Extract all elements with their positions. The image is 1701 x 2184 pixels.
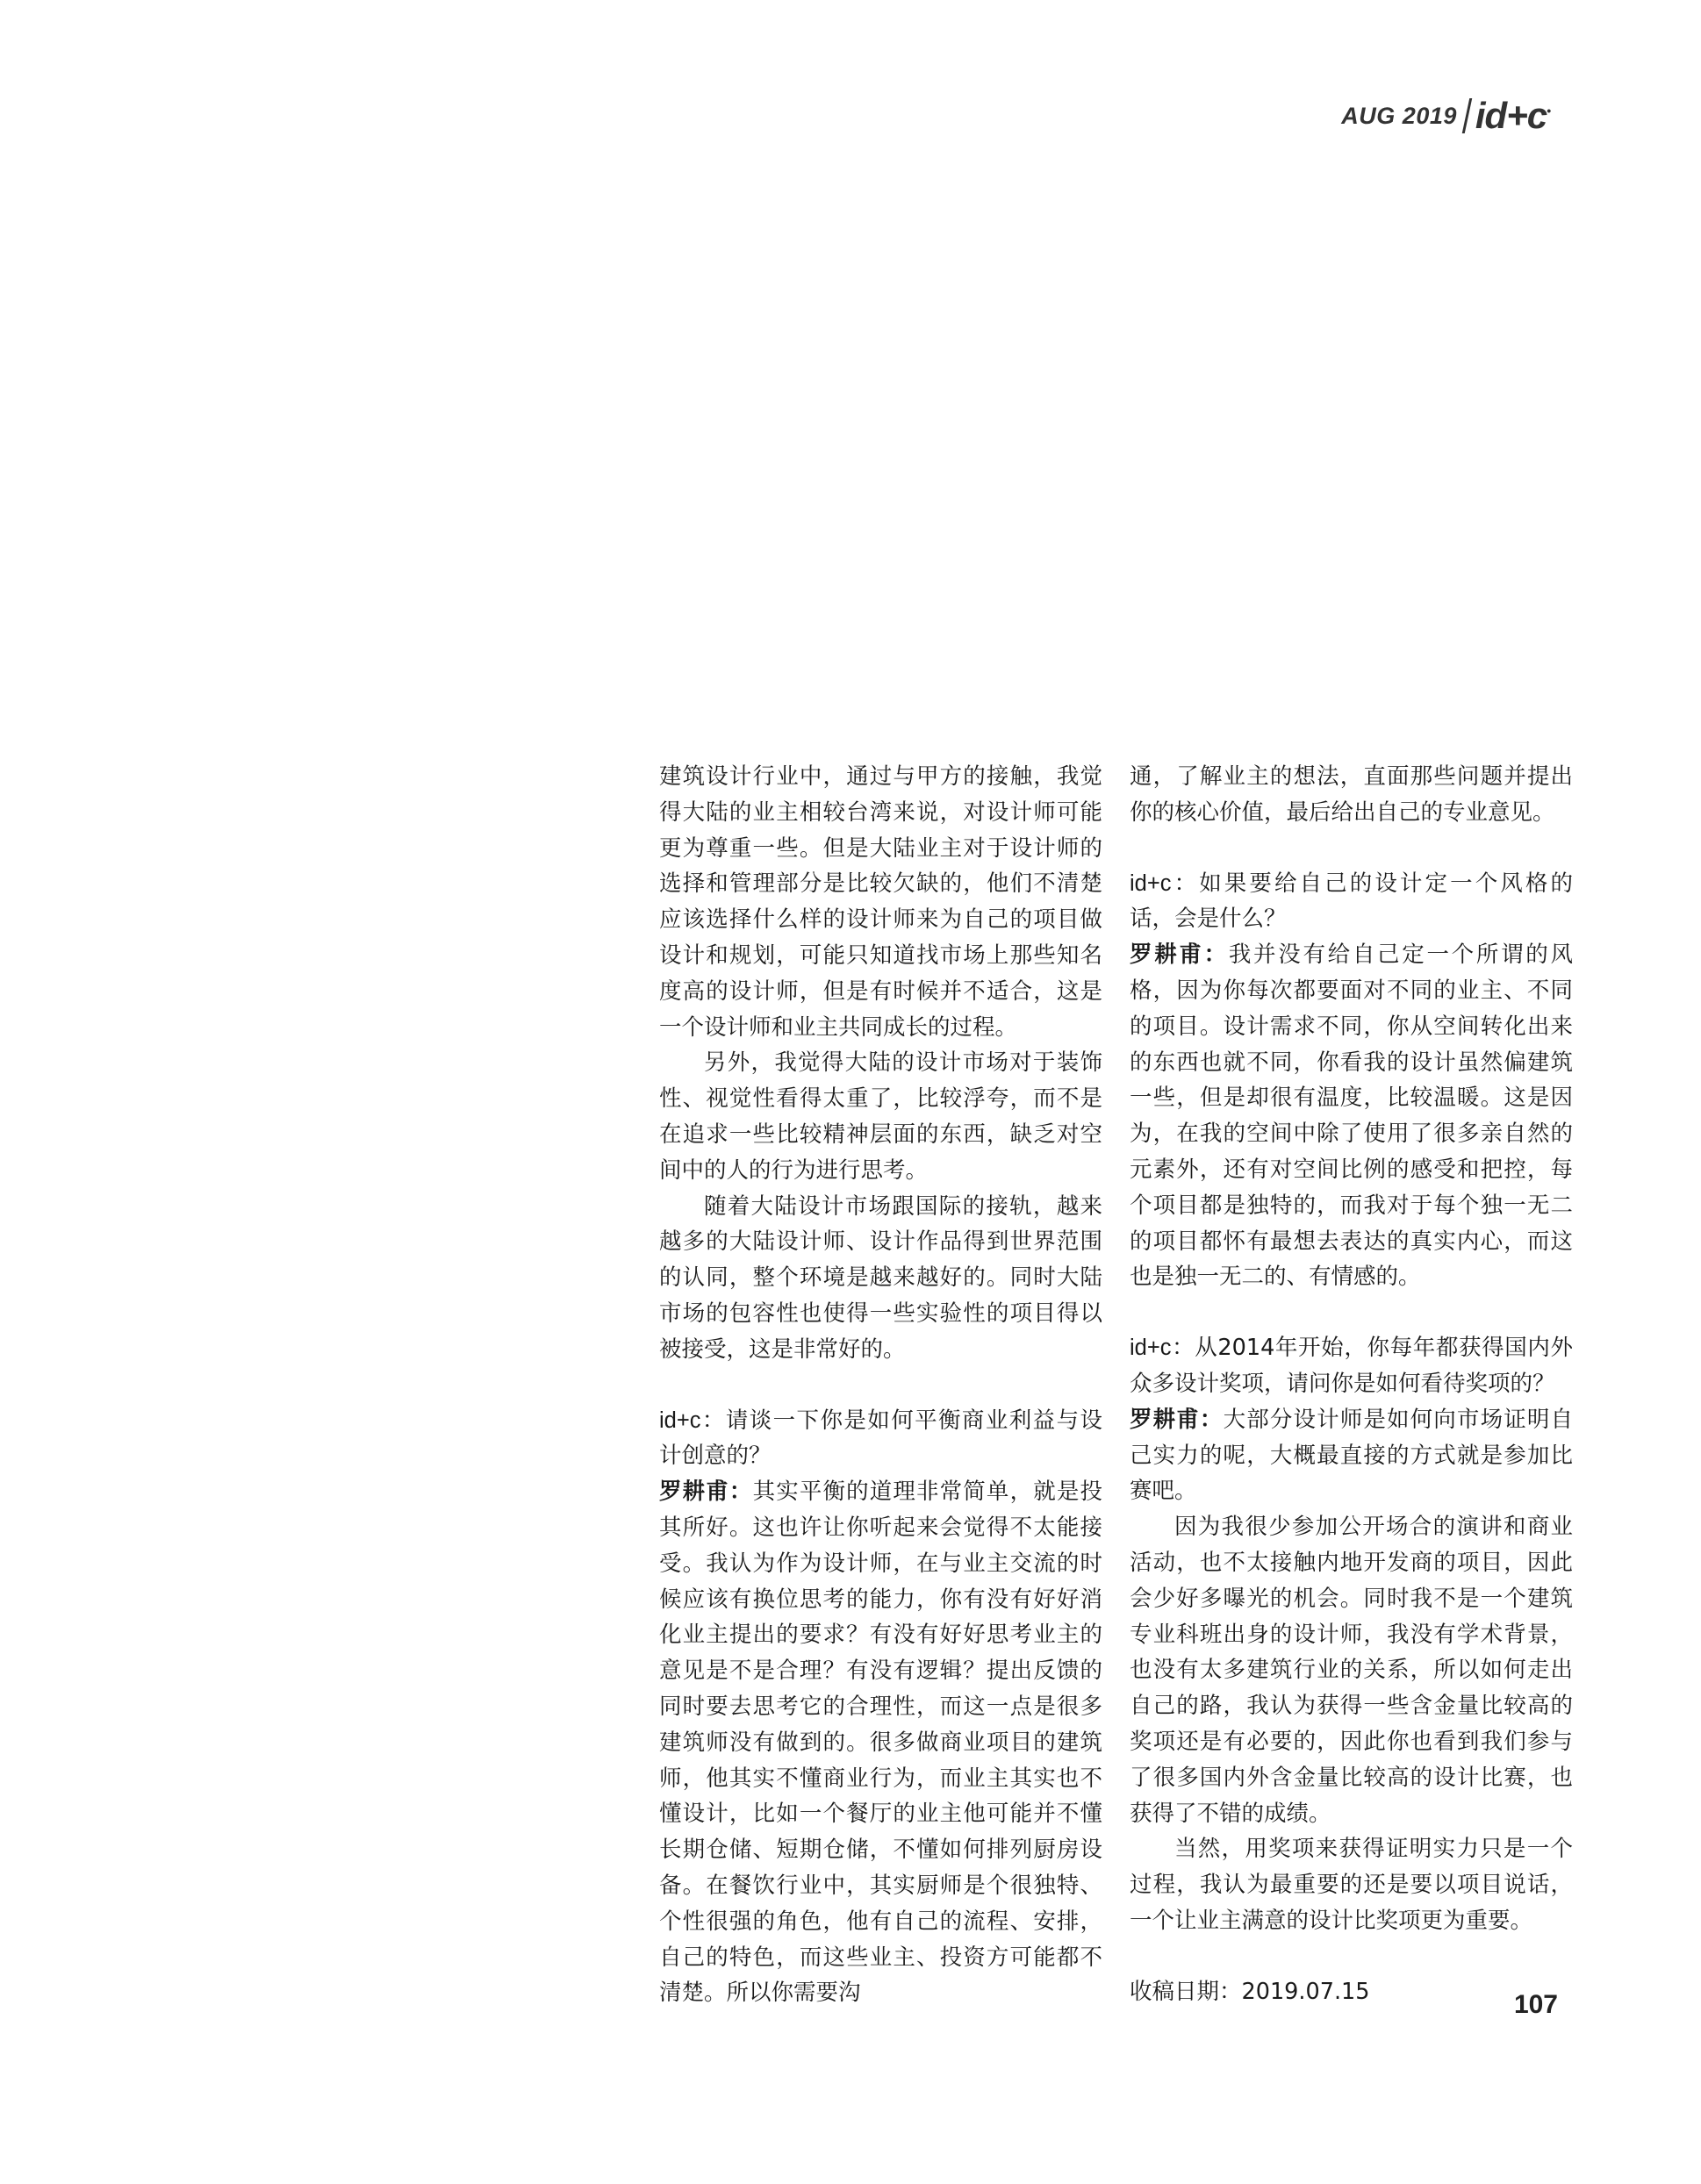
question-text: 如果要给自己的设计定一个风格的话，会是什么？: [1130, 870, 1573, 933]
right-column: [1130, 759, 1573, 2010]
logo-text: id+c: [1475, 95, 1547, 136]
speaker-name: 罗耕甫：: [1130, 1406, 1224, 1433]
answer-3: [1130, 1402, 1573, 1509]
left-para-3: 随着大陆设计市场跟国际的接轨，越来越多的大陆设计师、设计作品得到世界范围的认同，整个环境是越来越好的。同时大陆市场的包容性也使得一些实验性的项目得以被接受，这是非常好的。: [659, 1192, 1102, 1363]
left-column: [659, 759, 1102, 2011]
speaker-name: 罗耕甫：: [659, 1479, 753, 1506]
right-continuation: 通，了解业主的想法，直面那些问题并提出你的核心价值，最后给出自己的专业意见。: [1130, 763, 1573, 826]
page-number: 107: [1513, 1990, 1558, 2019]
answer-2: [1130, 937, 1573, 1295]
answer-text: 其实平衡的道理非常简单，就是投其所好。这也许让你听起来会觉得不太能接受。我认为作为设计师，在与业主交流的时候应该有换位思考的能力，你有没有好好消化业主提出的要求？有没有好好思考业主的意见是不是合理？有没有逻辑？提出反馈的同时要去思考它的合理性，而这一点是很多建筑师没有做到的。很多做商业项目的建筑师，他其实不懂商业行为，而业主其实也不懂设计，比如一个餐厅的业主他可能并不懂长期仓储、短期仓储，不懂如何排列厨房设备。在餐饮行业中，其实厨师是个很独特、个性很强的角色，他有自己的流程、安排，自己的特色，而这些业主、投资方可能都不清楚。所以你需要沟: [659, 1479, 1102, 2007]
page-header: [1341, 95, 1550, 137]
received-date: 收稿日期：2019.07.15: [1130, 1978, 1370, 2005]
logo-mark: •: [1547, 104, 1550, 118]
question-label: id+c：: [1130, 870, 1200, 896]
question-3: [1130, 1330, 1573, 1402]
speaker-name: 罗耕甫：: [1130, 942, 1229, 969]
question-text: 请谈一下你是如何平衡商业利益与设计创意的？: [659, 1407, 1102, 1470]
answer-1: [659, 1474, 1102, 2011]
question-2: [1130, 866, 1573, 938]
header-divider: [1462, 98, 1473, 133]
answer-text: 大部分设计师是如何向市场证明自己实力的呢，大概最直接的方式就是参加比赛吧。: [1130, 1406, 1573, 1505]
answer-text: 我并没有给自己定一个所谓的风格，因为你每次都要面对不同的业主、不同的项目。设计需求不同，你从空间转化出来的东西也就不同，你看我的设计虽然偏建筑一些，但是却很有温度，比较温暖。这是因为，在我的空间中除了使用了很多亲自然的元素外，还有对空间比例的感受和把控，每个项目都是独特的，而我对于每个独一无二的项目都怀有最想去表达的真实内心，而这也是独一无二的、有情感的。: [1130, 942, 1573, 1291]
left-para-2: 另外，我觉得大陆的设计市场对于装饰性、视觉性看得太重了，比较浮夸，而不是在追求一些比较精神层面的东西，缺乏对空间中的人的行为进行思考。: [659, 1049, 1102, 1184]
question-label: id+c：: [1130, 1335, 1195, 1361]
magazine-logo: [1475, 95, 1550, 137]
right-para-5: 当然，用奖项来获得证明实力只是一个过程，我认为最重要的还是要以项目说话，一个让业主满意的设计比奖项更为重要。: [1130, 1836, 1573, 1934]
question-1: [659, 1403, 1102, 1475]
left-para-1: 建筑设计行业中，通过与甲方的接触，我觉得大陆的业主相较台湾来说，对设计师可能更为尊重一些。但是大陆业主对于设计师的选择和管理部分是比较欠缺的，他们不清楚应该选择什么样的设计师来为自己的项目做设计和规划，可能只知道找市场上那些知名度高的设计师，但是有时候并不适合，这是一个设计师和业主共同成长的过程。: [659, 763, 1102, 1041]
right-para-4: 因为我很少参加公开场合的演讲和商业活动，也不太接触内地开发商的项目，因此会少好多曝光的机会。同时我不是一个建筑专业科班出身的设计师，我没有学术背景，也没有太多建筑行业的关系，所以如何走出自己的路，我认为获得一些含金量比较高的奖项还是有必要的，因此你也看到我们参与了很多国内外含金量比较高的设计比赛，也获得了不错的成绩。: [1130, 1514, 1573, 1827]
question-label: id+c：: [659, 1407, 726, 1433]
question-text: 从2014年开始，你每年都获得国内外众多设计奖项，请问你是如何看待奖项的？: [1130, 1335, 1573, 1397]
issue-date: AUG 2019: [1341, 102, 1457, 129]
